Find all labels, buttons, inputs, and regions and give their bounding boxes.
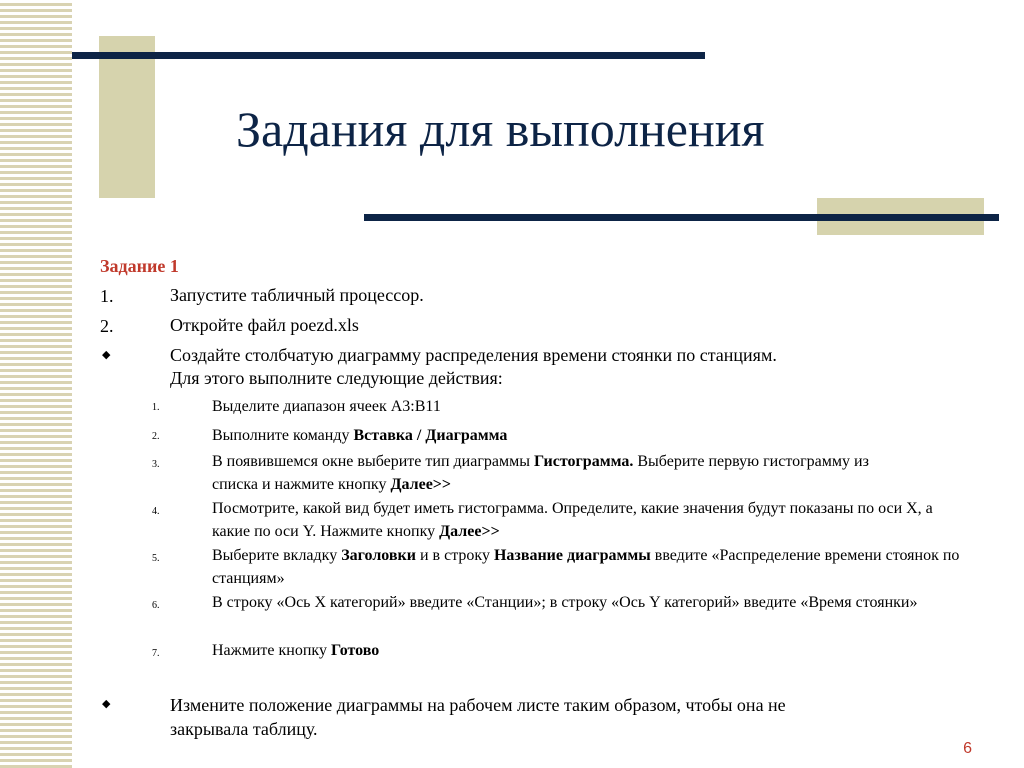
step-marker: 1. <box>152 402 160 413</box>
list-item: Запустите табличный процессор. <box>170 285 424 305</box>
bullet-line: Создайте столбчатую диаграмму распределения времени стоянки по станциям. <box>170 345 777 365</box>
step-marker: 4. <box>152 506 160 517</box>
list-marker: 2. <box>100 316 114 336</box>
bullet-line: Для этого выполните следующие действия: <box>170 368 503 388</box>
diamond-bullet-icon: ◆ <box>102 698 111 710</box>
page-number: 6 <box>963 740 972 757</box>
slide-title: Задания для выполнения <box>236 101 765 157</box>
bullet-line: Измените положение диаграммы на рабочем листе таким образом, чтобы она не <box>170 695 786 715</box>
bullet-line: закрывала таблицу. <box>170 719 318 739</box>
step-text: Выделите диапазон ячеек А3:В11 <box>212 398 441 415</box>
list-marker: 1. <box>100 286 114 306</box>
step-text: Посмотрите, какой вид будет иметь гистограмма. Определите, какие значения будут показаны по оси X, а какие по оси Y. Нажмите кнопку Далее>> <box>212 500 933 540</box>
step-text: Выберите вкладку Заголовки и в строку Название диаграммы введите «Распределение времени стоянок по станциям» <box>212 547 960 587</box>
task-heading: Задание 1 <box>100 256 179 276</box>
step-marker: 6. <box>152 600 160 611</box>
step-marker: 3. <box>152 459 160 470</box>
step-text: В появившемся окне выберите тип диаграммы Гистограмма. Выберите первую гистограмму из списка и нажмите кнопку Далее>> <box>212 453 869 493</box>
diamond-bullet-icon: ◆ <box>102 349 111 361</box>
step-text: В строку «Ось X категорий» введите «Станции»; в строку «Ось Y категорий» введите «Время стоянки» <box>212 594 918 611</box>
step-text: Выполните команду Вставка / Диаграмма <box>212 427 508 444</box>
step-marker: 7. <box>152 648 160 659</box>
list-item: Откройте файл poezd.xls <box>170 315 359 335</box>
step-marker: 5. <box>152 553 160 564</box>
step-text: Нажмите кнопку Готово <box>212 642 380 659</box>
step-marker: 2. <box>152 431 160 442</box>
